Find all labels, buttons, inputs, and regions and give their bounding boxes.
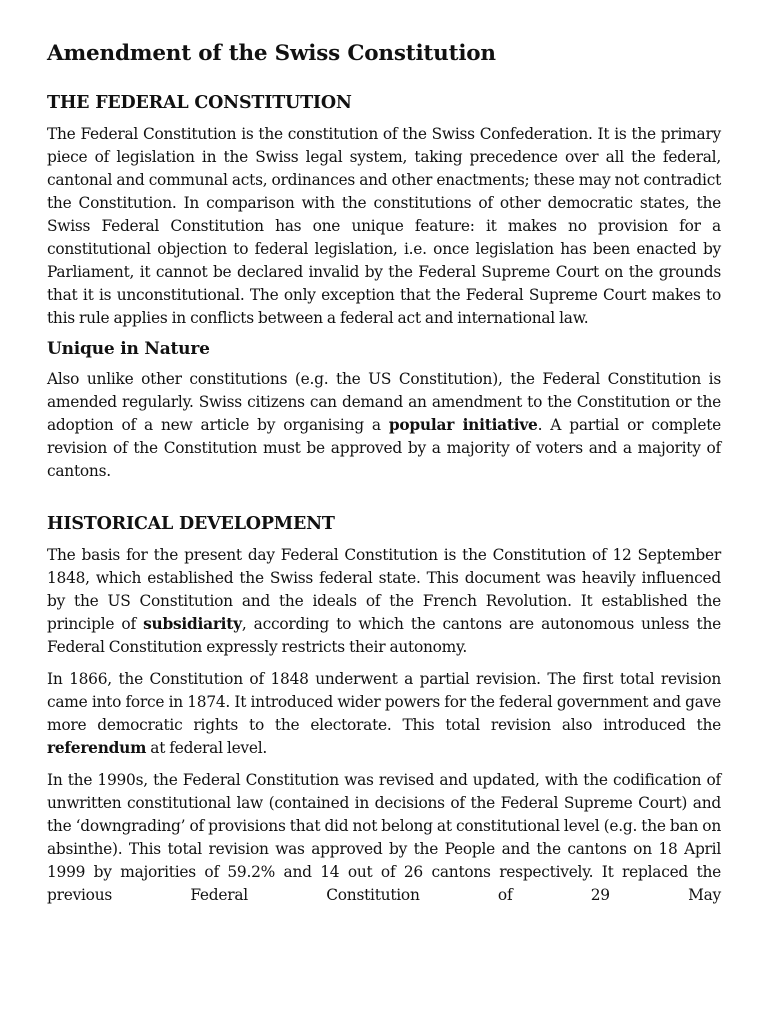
text-run: . A partial or complete revision of the Constitution must be approved by a majority of voters and a majority of cantons.	[47, 416, 721, 481]
term-referendum: referendum	[47, 738, 147, 757]
heading-historical-development: HISTORICAL DEVELOPMENT	[47, 514, 335, 535]
document-title: Amendment of the Swiss Constitution	[47, 41, 496, 66]
text-run: The basis for the present day Federal Constitution is the Constitution of 12 September 1848, which established the Swiss federal state. This document was heavily influenced by the US Constitution and the ideals of the French Revolution. It established the principle of	[47, 545, 721, 633]
paragraph-federal-constitution: The Federal Constitution is the constitution of the Swiss Confederation. It is the primary piece of legislation in the Swiss legal system, taking precedence over all the federal, cantonal and communal acts, ordinances and other enactments; these may not contradict the Constitution. In comparison with the constitutions of other democratic states, the Swiss Federal Constitution has one unique feature: it makes no provision for a constitutional objection to federal legislation, i.e. once legislation has been enacted by Parliament, it cannot be declared invalid by the Federal Supreme Court on the grounds that it is unconstitutional. The only exception that the Federal Supreme Court makes to this rule applies in conflicts between a federal act and international law.	[47, 124, 721, 327]
heading-federal-constitution: THE FEDERAL CONSTITUTION	[47, 92, 352, 113]
term-popular-initiative: popular initiative	[388, 416, 538, 435]
heading-unique-in-nature: Unique in Nature	[47, 338, 210, 359]
paragraph-historical-3: In the 1990s, the Federal Constitution was revised and updated, with the codification of unwritten constitutional law (contained in decisions of the Federal Supreme Court) and the ‘downgrading’ of provisions that did not belong at constitutional level (e.g. the ban on absinthe). This total revision was approved by the People and the cantons on 18 April 1999 by majorities of 59.2% and 14 out of 26 cantons respectively. It replaced the previous Federal Constitution of 29 May	[47, 770, 721, 904]
paragraph-historical-2	[47, 668, 721, 760]
document-page	[47, 40, 721, 916]
term-subsidiarity: subsidiarity	[143, 614, 242, 633]
text-run: , according to which the cantons are autonomous unless the Federal Constitution expressly restricts their autonomy.	[47, 614, 721, 656]
text-run: In 1866, the Constitution of 1848 underwent a partial revision. The first total revision came into force in 1874. It introduced wider powers for the federal government and gave more democratic rights to the electorate. This total revision also introduced the	[47, 669, 721, 734]
section-spacer	[47, 492, 721, 514]
text-run: Also unlike other constitutions (e.g. the US Constitution), the Federal Constitution is amended regularly. Swiss citizens can demand an amendment to the Constitution or the adoption of a new article by organising a	[47, 370, 721, 435]
paragraph-historical-1	[47, 544, 721, 659]
text-run: at federal level.	[146, 738, 268, 757]
paragraph-unique-in-nature	[47, 368, 721, 483]
